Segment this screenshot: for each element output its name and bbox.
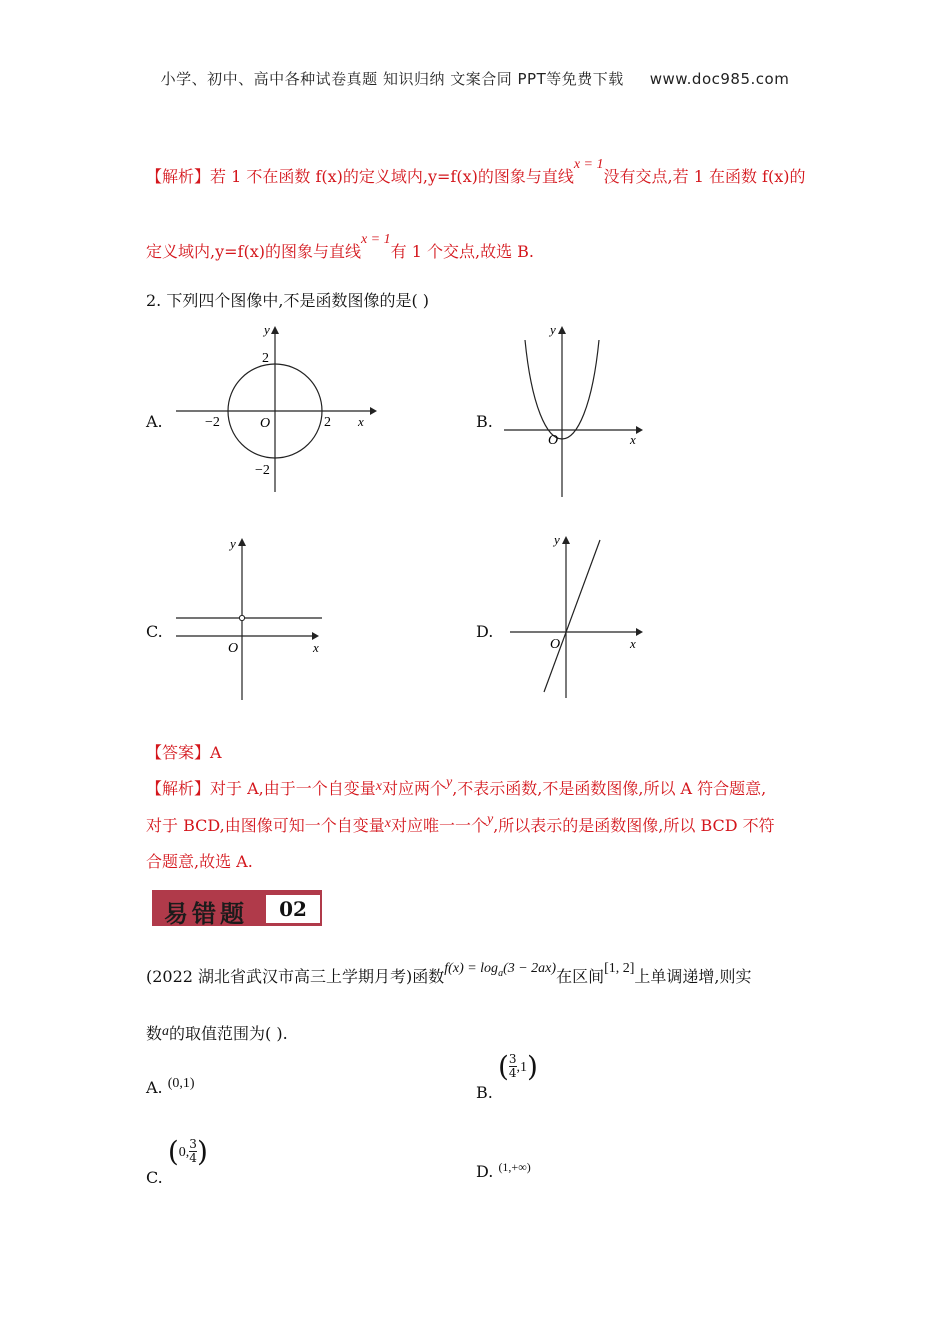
analysis-1-line-1: 【解析】若 1 不在函数 f(x)的定义域内,y=f(x)的图象与直线x = 1没有交点,若 1 在函数 f(x)的 — [146, 157, 806, 186]
header-title: 小学、初中、高中各种试卷真题 知识归纳 文案合同 PPT等免费下载 — [160, 70, 624, 88]
question-2-stem: 2. 下列四个图像中,不是函数图像的是( ) — [146, 291, 430, 310]
analysis-2-line-2: 对于 BCD,由图像可知一个自变量x对应唯一一个y,所以表示的是函数图像,所以 BCD 不符 — [146, 812, 775, 835]
open-point — [239, 615, 244, 620]
question-3-line-1: (2022 湖北省武汉市高三上学期月考)函数$f(x) = \log_a(3 - 2ax)$在区间[1, 2]上单调递增,则实 — [146, 961, 752, 986]
option-c[interactable]: C. (0, $\frac{3}{4}$ ) — [146, 1135, 208, 1187]
analysis-2-line-3: 合题意,故选 A. — [146, 852, 253, 871]
function-formula: $f(x) = \log_a(3 - 2ax)$ — [444, 961, 557, 979]
graph-d-straight-line — [506, 530, 656, 702]
x-label: x — [313, 640, 319, 655]
x-axis-arrow-icon — [636, 426, 643, 434]
origin-label: O — [550, 637, 561, 652]
y-label: y — [554, 532, 560, 547]
y-axis-arrow-icon — [562, 536, 570, 544]
x-axis-arrow-icon — [312, 632, 319, 640]
analysis-2-line-1: 【解析】对于 A,由于一个自变量x对应两个y,不表示函数,不是函数图像,所以 A 符合题意, — [146, 775, 767, 798]
math-x-equals-1: x = 1 — [360, 232, 391, 247]
option-a[interactable]: A. (0,1) — [146, 1076, 195, 1097]
y-axis-arrow-icon — [238, 538, 246, 546]
origin-label: O — [548, 433, 559, 448]
badge-number: 02 — [266, 895, 320, 923]
x-label: x — [630, 432, 636, 447]
x-label: x — [630, 636, 636, 651]
page-header — [0, 68, 950, 89]
header-site[interactable]: www.doc985.com — [649, 70, 790, 88]
y-label: y — [550, 322, 556, 337]
y-axis-arrow-icon — [558, 326, 566, 334]
graph-b-parabola — [500, 322, 650, 500]
option-b-label[interactable]: B. — [476, 412, 493, 431]
fraction-3-4: $\frac{3}{4}$ — [189, 1137, 197, 1165]
math-x-equals-1: x = 1 — [573, 157, 604, 172]
tick-label-x-2: 2 — [324, 415, 331, 430]
option-b[interactable]: B. ( $\frac{3}{4}$ ,1) — [476, 1050, 538, 1102]
tick-label-y-neg2: −2 — [255, 463, 270, 478]
function-line — [544, 540, 600, 692]
x-label: x — [358, 414, 364, 429]
origin-label: O — [228, 641, 239, 656]
option-d-value: (1,+∞) — [498, 1160, 531, 1174]
x-axis-arrow-icon — [636, 628, 643, 636]
answer-text: 【答案】A — [146, 743, 222, 762]
x-axis-arrow-icon — [370, 407, 377, 415]
question-3-line-2: 数a的取值范围为( ). — [146, 1024, 288, 1043]
y-label: y — [264, 322, 270, 337]
option-a-value: (0,1) — [167, 1076, 195, 1091]
option-a-label[interactable]: A. — [146, 412, 163, 431]
interval: [1, 2] — [604, 961, 635, 976]
tick-label-y-2: 2 — [262, 351, 269, 366]
option-c-label[interactable]: C. — [146, 622, 163, 641]
option-d[interactable]: D. $^{(1,+\infty)}$ — [476, 1160, 531, 1181]
analysis-1-line-2: 定义域内,y=f(x)的图象与直线x = 1有 1 个交点,故选 B. — [146, 232, 535, 261]
tick-label-x-neg2: −2 — [205, 415, 220, 430]
origin-label: O — [260, 416, 271, 431]
y-axis-arrow-icon — [271, 326, 279, 334]
graph-c-horizontal-line — [172, 532, 332, 702]
fraction-3-4: $\frac{3}{4}$ — [508, 1052, 517, 1080]
graph-a-circle — [172, 322, 382, 497]
badge-label: 易错题 — [164, 899, 248, 928]
y-label: y — [230, 536, 236, 551]
option-d-label[interactable]: D. — [476, 622, 494, 641]
